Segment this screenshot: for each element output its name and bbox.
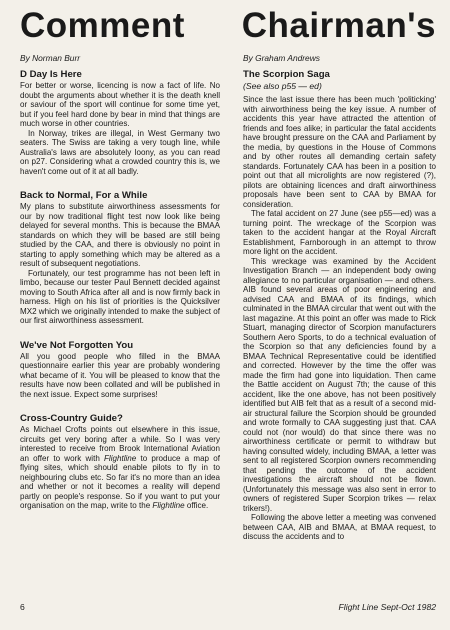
right-column [243, 53, 436, 542]
text-run: to produce a map of flying sites, which should enable pilots to fly in to neighbouring clubs etc. So far it's no more than an idea and whether or not it becomes a reality will depend partly on people's response. So if you want to put your organisation on the map, write to the [20, 453, 220, 510]
left-column [20, 53, 220, 511]
paragraph: For better or worse, licencing is now a fact of life. No doubt the arguments about whether it is the death knell or saviour of the sport will continue for some time yet, but if you feel hard done by bear in mind that things are much worse in other countries. [20, 81, 220, 128]
text-run: As Michael Crofts points out elsewhere in this issue, circuits get very boring after a while. So I was very interested to receive from Brook International Aviation an offer to work with [20, 425, 220, 463]
byline-right: By Graham Andrews [243, 53, 320, 63]
paragraph-cross-country [20, 425, 220, 511]
paragraph: All you good people who filled in the BMAA questionnaire earlier this year are probably wondering what became of it. You will be pleased to know that the results have now been collated and will be published in the next issue. Expect some surprises! [20, 351, 220, 399]
paragraph: In Norway, trikes are illegal, in West Germany two seaters. The Swiss are taking a very tough line, while Australia's laws are absolutely loony, as you can read on p27. Considering what a crowded country this is, we haven't come out of it at all badly. [20, 128, 220, 176]
section-title-scorpion-saga: The Scorpion Saga [243, 69, 330, 80]
paragraph: The fatal accident on 27 June (see p55—ed) was a turning point. The wreckage of the Scorpion was taken to the accident hangar at the Royal Aircraft Establishment, Farnborough in an attempt to throw more light on the accident. [243, 209, 436, 256]
section-title-not-forgotten: We've Not Forgotten You [20, 339, 134, 351]
byline-left: By Norman Burr [20, 53, 81, 63]
headline-comment: Comment [20, 6, 185, 45]
section-title-d-day: D Day Is Here [20, 69, 82, 80]
section-title-cross-country: Cross-Country Guide? [20, 413, 123, 424]
magazine-name: Flightline [104, 453, 137, 463]
magazine-name: Flightline [152, 501, 185, 510]
paragraph: This wreckage was examined by the Accident Investigation Branch — an independent body owing allegiance to no particular organisation — and others. AIB found several areas of poor engineering and advised CAA and BMAA of its findings, which culminated in the BMAA circular that went out with the last magazine. At this point an offer was made to Rick Stuart, managing director of Scorpion manufacturers Southern Aero Sports, to do a technical evaluation of the Scorpion so that any deficiencies found by a BMAA Technical Representative could be identified and corrected. However by the time the offer was made the firm had gone into liquidation. Then came the Battle accident on August 7th; the cause of this accident, like the one above, has not been positively identified but AIB felt that as a result of a second mid-air structural failure the Scorpion should be grounded and wrote formally to CAA suggesting just that. CAA could not (nor would) do that since there was no airworthiness certificate or permit to withdraw but having consulted widely, including BMAA, a letter was sent to all registered Scorpion owners recommending that pending the outcome of the accident investigations the aircraft should not be flown. (Unfortunately this message was also sent in error to owners of registered Super Scorpion trikes — relax trikers!). [243, 256, 436, 513]
paragraph: Following the above letter a meeting was convened between CAA, AIB and BMAA, at BMAA request, to discuss the accidents and to [243, 513, 436, 541]
headline-chairmans: Chairman's [241, 6, 436, 45]
page-number: 6 [20, 602, 25, 612]
paragraph: Fortunately, our test programme has not been left in limbo, because our tester Paul Bennett decided against moving to South Africa after all and is now firmly back in harness. High on his list of priorities is the Quicksilver MX2 which we originally intended to make the subject of our first airworthiness assessment. [20, 268, 220, 325]
section-subtitle: (See also p55 — ed) [243, 81, 322, 91]
magazine-footer: Flight Line Sept-Oct 1982 [338, 602, 436, 612]
paragraph: Since the last issue there has been much 'politicking' with airworthiness being the key issue. A number of accidents this year have attracted the attention of friends and foes alike; in particular the fatal accidents have brought pressure on the CAA and Parliament by the media, by questions in the House of Commons and by other routes all demanding certain safety standards. Fortunately CAA has been in a position to point out that all microlights are now registered (?), pilots are obtaining licences and draft airworthiness proposals have been sent to CAA by BMAA for consideration. [243, 95, 436, 209]
section-title-back-to-normal: Back to Normal, For a While [20, 190, 148, 201]
paragraph: My plans to substitute airworthiness assessments for our by now traditional flight test now look like being delayed for several months. This is because the BMAA standards on which they will be based are still being studied by the CAA, and there is obviously no point in starting to apply something which may be altered as a result of subsequent negotiations. [20, 202, 220, 268]
text-run: office. [186, 501, 209, 510]
